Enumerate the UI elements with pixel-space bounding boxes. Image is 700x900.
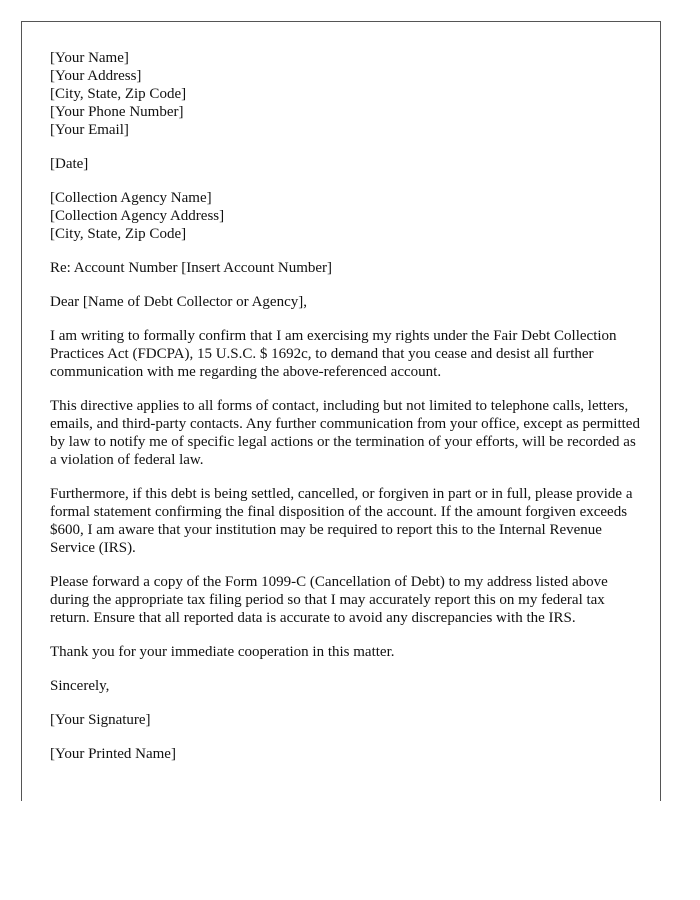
printed-name: [Your Printed Name] bbox=[50, 746, 176, 762]
paragraph-settlement: Furthermore, if this debt is being settled, cancelled, or forgiven in part or in full, please provide a formal statement confirming the final disposition of the account. If the amount forgiven exceeds $600, I am aware that your institution may be required to report this to the Internal Revenue Service (IRS). bbox=[50, 486, 633, 556]
sender-address: [Your Address] bbox=[50, 68, 142, 84]
letter-body bbox=[50, 49, 640, 779]
signature-block bbox=[50, 711, 640, 729]
paragraph-contact-forms: This directive applies to all forms of contact, including but not limited to telephone calls, letters, emails, and third-party contacts. Any further communication from your office, except as permitted by law to notify me of specific legal actions or the termination of your efforts, will be recorded as a violation of federal law. bbox=[50, 398, 640, 468]
recipient-city-state-zip: [City, State, Zip Code] bbox=[50, 226, 187, 242]
sender-block bbox=[50, 49, 640, 139]
signature: [Your Signature] bbox=[50, 712, 151, 728]
sender-phone: [Your Phone Number] bbox=[50, 104, 184, 120]
closing-block bbox=[50, 677, 640, 695]
paragraph-cease-desist: I am writing to formally confirm that I am exercising my rights under the Fair Debt Collection Practices Act (FDCPA), 15 U.S.C. $ 1692c, to demand that you cease and desist all further communication with me regarding the above-referenced account. bbox=[50, 328, 617, 380]
sender-name: [Your Name] bbox=[50, 50, 129, 66]
paragraph-thanks: Thank you for your immediate cooperation in this matter. bbox=[50, 644, 395, 660]
salutation-block bbox=[50, 293, 640, 311]
recipient-address: [Collection Agency Address] bbox=[50, 208, 225, 224]
recipient-name: [Collection Agency Name] bbox=[50, 190, 212, 206]
printed-name-block bbox=[50, 745, 640, 763]
sender-email: [Your Email] bbox=[50, 122, 129, 138]
recipient-block bbox=[50, 189, 640, 243]
letter-date: [Date] bbox=[50, 156, 89, 172]
date-block bbox=[50, 155, 640, 173]
salutation: Dear [Name of Debt Collector or Agency], bbox=[50, 294, 307, 310]
re-line-block bbox=[50, 259, 640, 277]
letter-page bbox=[21, 21, 661, 801]
re-line: Re: Account Number [Insert Account Number] bbox=[50, 260, 333, 276]
paragraph-1099c: Please forward a copy of the Form 1099-C (Cancellation of Debt) to my address listed above during the appropriate tax filing period so that I may accurately report this on my federal tax return. Ensure that all reported data is accurate to avoid any discrepancies with the IRS. bbox=[50, 574, 608, 626]
closing: Sincerely, bbox=[50, 678, 110, 694]
sender-city-state-zip: [City, State, Zip Code] bbox=[50, 86, 187, 102]
